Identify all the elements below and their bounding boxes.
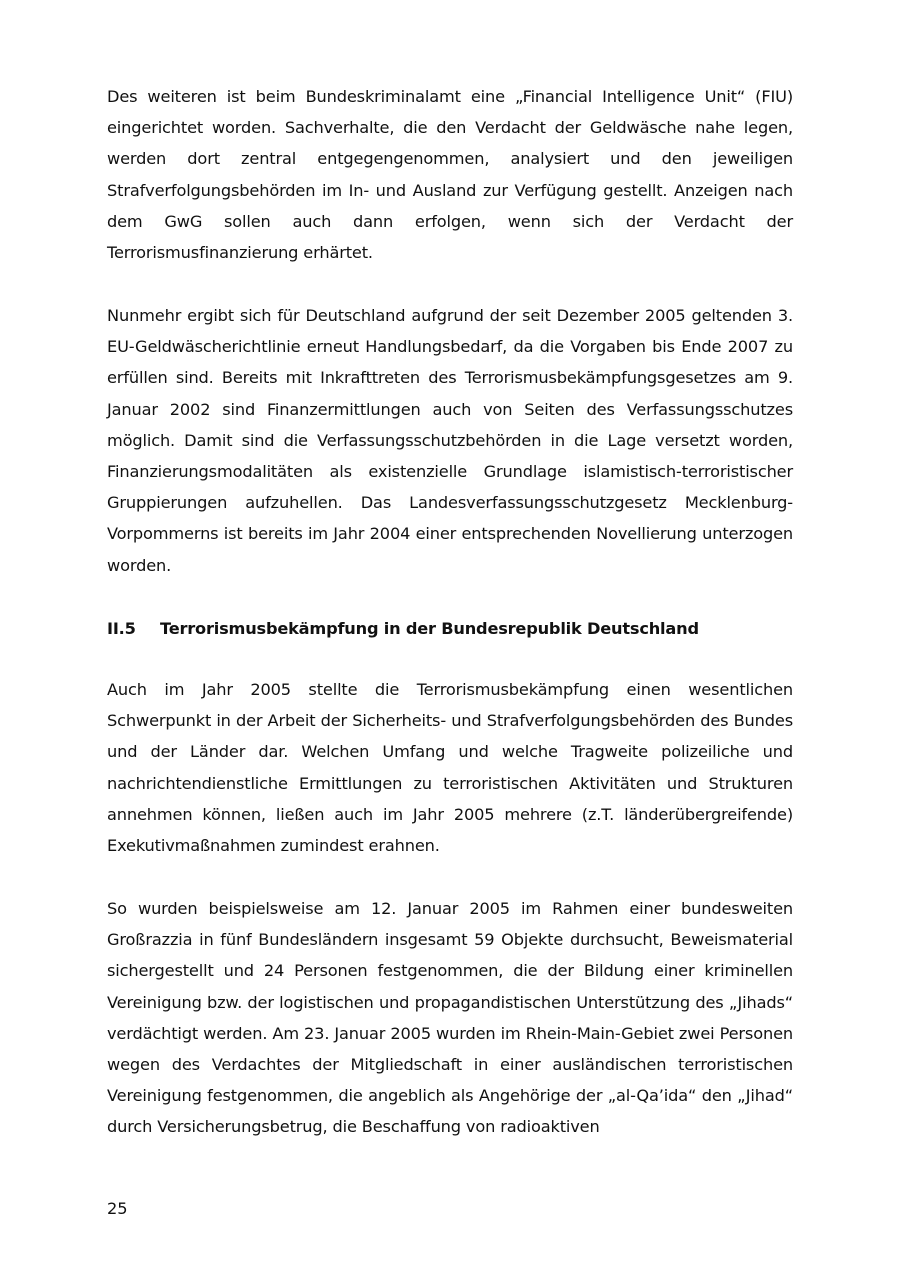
section-heading [107,613,793,644]
paragraph-raids: So wurden beispielsweise am 12. Januar 2005 im Rahmen einer bundesweiten Großrazzia in fünf Bundesländern insgesamt 59 Objekte durchsucht, Beweismaterial sichergestellt und 24 Personen festgenommen, die der Bildung einer kriminellen Vereinigung bzw. der logistischen und propagandistischen Unterstützung des „Jihads“ verdächtigt werden. Am 23. Januar 2005 wurden im Rhein-Main-Gebiet zwei Personen wegen des Verdachtes der Mitgliedschaft in einer ausländischen terroristischen Vereinigung festgenommen, die angeblich als Angehörige der „al-Qa’ida“ den „Jihad“ durch Versicherungsbetrug, die Beschaffung von radioaktiven [107,899,793,1137]
page-number: 25 [107,1199,128,1218]
paragraph-fiu: Des weiteren ist beim Bundeskriminalamt eine „Financial Intelligence Unit“ (FIU) eingerichtet worden. Sachverhalte, die den Verdacht der Geldwäsche nahe legen, werden dort zentral entgegengenommen, analysiert und den jeweiligen Strafverfolgungsbehörden im In- und Ausland zur Verfügung gestellt. Anzeigen nach dem GwG sollen auch dann erfolgen, wenn sich der Verdacht der Terrorismusfinanzierung erhärtet. [107,87,793,263]
paragraph-eu-directive: Nunmehr ergibt sich für Deutschland aufgrund der seit Dezember 2005 geltenden 3. EU-Geldwäscherichtlinie erneut Handlungsbedarf, da die Vorgaben bis Ende 2007 zu erfüllen sind. Bereits mit Inkrafttreten des Terrorismusbekämpfungsgesetzes am 9. Januar 2002 sind Finanzermittlungen auch von Seiten des Verfassungsschutzes möglich. Damit sind die Verfassungsschutzbehörden in die Lage versetzt worden, Finanzierungsmodalitäten als existenzielle Grundlage islamistisch-terroristischer Gruppierungen aufzuhellen. Das Landesverfassungsschutzgesetz Mecklenburg-Vorpommerns ist bereits im Jahr 2004 einer entsprechenden Novellierung unterzogen worden. [107,306,793,575]
section-number: II.5 [107,619,136,638]
section-title: Terrorismusbekämpfung in der Bundesrepublik Deutschland [160,619,699,638]
paragraph-terrorism-2005: Auch im Jahr 2005 stellte die Terrorismusbekämpfung einen wesentlichen Schwerpunkt in der Arbeit der Sicherheits- und Strafverfolgungsbehörden des Bundes und der Länder dar. Welchen Umfang und welche Tragweite polizeiliche und nachrichtendienstliche Ermittlungen zu terroristischen Aktivitäten und Strukturen annehmen können, ließen auch im Jahr 2005 mehrere (z.T. länderübergreifende) Exekutivmaßnahmen zumindest erahnen. [107,680,793,856]
